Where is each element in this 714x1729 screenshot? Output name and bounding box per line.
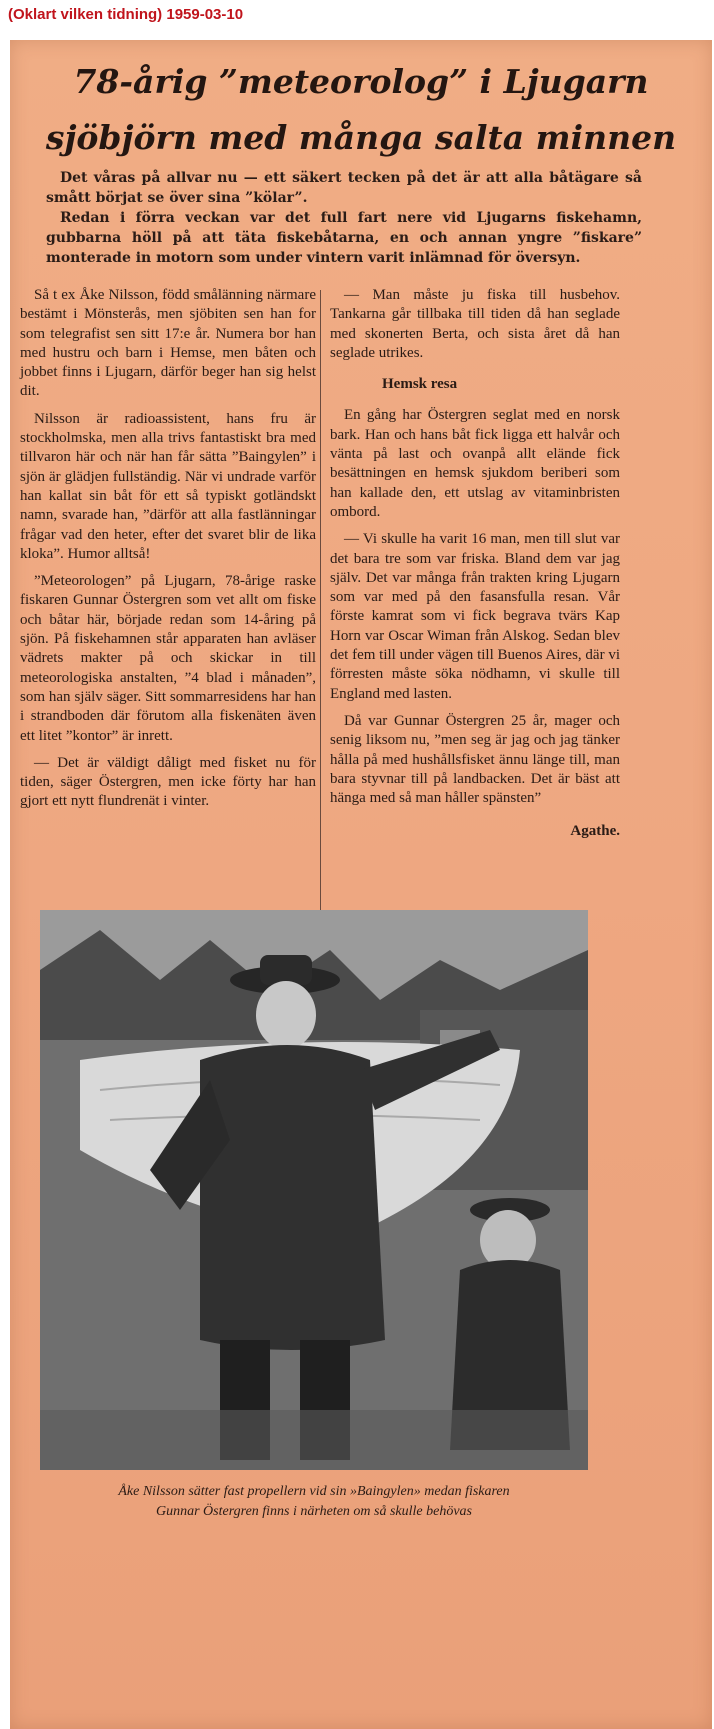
- body-paragraph: — Man måste ju fiska till husbehov. Tankarna går tillbaka till tiden då han seglade med skonerten Berta, och sista året då han seglade utrikes.: [330, 287, 620, 361]
- headline-line-2: sjöbjörn med många salta minnen: [45, 118, 677, 157]
- ingress-paragraph: Det våras på allvar nu — ett säkert tecken på det är att alla båtägare så smått börjat se över sina ”kölar”.: [46, 170, 642, 206]
- body-paragraph: Nilsson är radioassistent, hans fru är stockholmska, men alla trivs fantastiskt bra med tillvaron här och när han får sätta ”Baingylen” i sjön är glädjen fullständig. När vi undrade varför han kallat sin båt för ett så typiskt gotländskt namn, svarade han, ”därför att alla fastlänningar frågar vad den heter, efter det svaret blir de lika kloka”. Humor alltså!: [20, 410, 316, 562]
- author-signature: Agathe.: [570, 823, 620, 840]
- ingress-paragraph: Redan i förra veckan var det full fart nere vid Ljugarns fiskehamn, gubbarna höll på att täta fiskebåtarna, en och annan yngre ”fiskare” monterade in motorn som under vintern varit inlämnad för översyn.: [46, 210, 642, 266]
- body-paragraph: Då var Gunnar Östergren 25 år, mager och senig liksom nu, ”men seg är jag och jag tänker hålla på med hushållsfisket ännu länge till, man bara styvnar till på landbacken. Det är bäst att hänga med så man håller spänsten”: [330, 712, 620, 807]
- body-paragraph: Så t ex Åke Nilsson, född smålänning närmare bestämt i Mönsterås, men sjöbiten sen han for som telegrafist sen sitt 17:e år. Numera bor han med hustru och barn i Hemse, men båten och jobbet finns i Ljugarn, därför beger han sig helst dit.: [20, 287, 316, 400]
- subheading: Hemsk resa: [382, 376, 458, 393]
- news-photo: [40, 910, 588, 1470]
- column-divider: [320, 290, 321, 920]
- right-column: [330, 286, 620, 850]
- body-paragraph: En gång har Östergren seglat med en norsk bark. Han och hans båt fick ligga ett halvår och vänta på last och ovanpå allt elände fick besättningen en hemsk sjukdom beriberi som han kallade den, ett utslag av vitaminbristen ombord.: [330, 407, 620, 520]
- left-column: [20, 286, 316, 820]
- caption-line: Åke Nilsson sätter fast propellern vid sin »Baingylen» medan fiskaren: [118, 1484, 510, 1499]
- headline-line-1: 78-årig ”meteorolog” i Ljugarn: [73, 62, 649, 101]
- body-paragraph: — Vi skulle ha varit 16 man, men till slut var det bara tre som var friska. Bland dem var jag själv. Det var många från trakten kring Ljugarn som var med på den fasansfulla resan. Vår förste kamrat som vi fick begrava tvärs Kap Horn var Oscar Wiman från Alskog. Sedan blev det fem till under vägen till Buenos Aires, där vi förresten måste söka nödhamn, vi skulle till England med lasten.: [330, 531, 620, 702]
- photo-caption: [40, 1482, 588, 1522]
- caption-line: Gunnar Östergren finns i närheten om så skulle behövas: [155, 1504, 472, 1519]
- body-paragraph: — Det är väldigt dåligt med fisket nu för tiden, säger Östergren, men icke förty har han gjort ett nytt flundrenät i vinter.: [20, 754, 316, 810]
- ingress: [46, 168, 642, 268]
- newspaper-clipping: [10, 40, 712, 1729]
- body-paragraph: ”Meteorologen” på Ljugarn, 78-årige raske fiskaren Gunnar Östergren som vet allt om fiske och båtar här, började redan som 14-åring på sjön. På fiskehamnen står apparaten han avläser vädrets makter på och skickar in till meteorologiska anstalten, ”4 blad i månaden”, som han själv säger. Sitt sommarresidens har han i strandboden där förutom alla fiskenäten även ett litet ”kontor” är inrett.: [20, 573, 316, 744]
- clipping-source-date: (Oklart vilken tidning) 1959-03-10: [8, 6, 244, 23]
